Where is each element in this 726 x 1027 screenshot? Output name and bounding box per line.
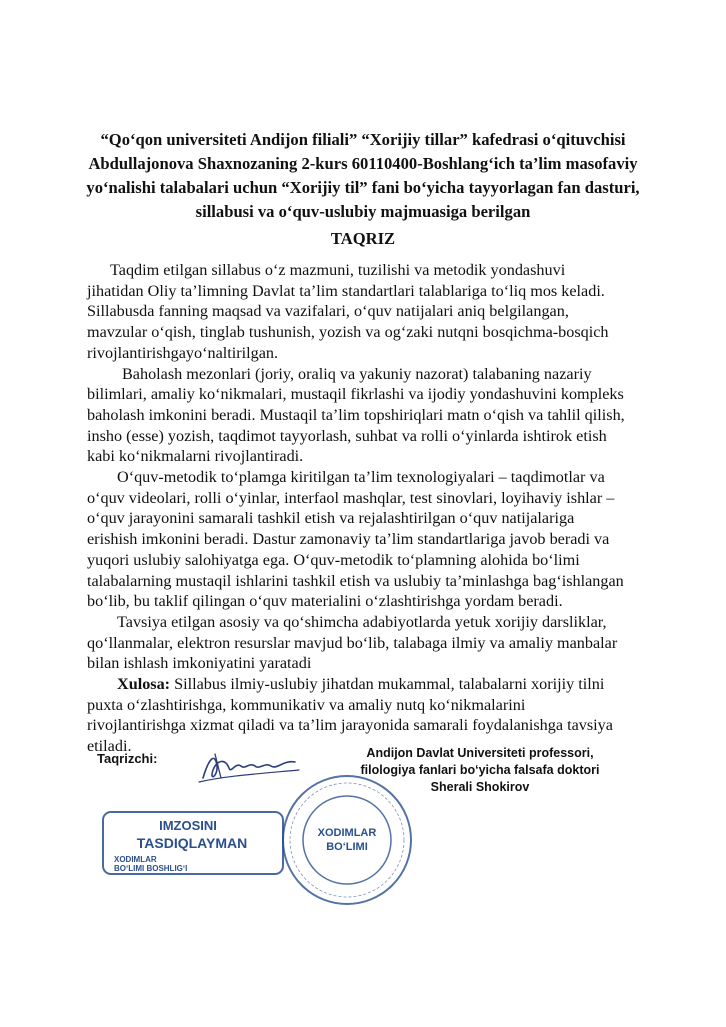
text-line: Tavsiya etilgan asosiy va qo‘shimcha adabiyotlarda yetuk xorijiy darsliklar,	[117, 612, 607, 631]
text-line: mavzular o‘qish, tinglab tushunish, yozish va og‘zaki nutqni bosqichma-bosqich	[87, 323, 609, 342]
round-seal	[272, 770, 417, 910]
title-line: “Qo‘qon universiteti Andijon filiali” “Xorijiy tillar” kafedrasi o‘qituvchisi	[100, 130, 626, 149]
text-line: o‘quv jarayonini samarali tashkil etish va rejalashtirilgan o‘quv natijalariga	[87, 509, 575, 528]
text-line: Taqdim etilgan sillabus o‘z mazmuni, tuzilishi va metodik yondashuvi	[110, 261, 566, 279]
conclusion-first-line	[87, 674, 667, 695]
text-line: bilan ishlash imkoniyatini yaratadi	[87, 654, 312, 673]
text-line: O‘quv-metodik to‘plamga kiritilgan ta’lim texnologiyalari – taqdimotlar va	[117, 468, 605, 487]
text-line: Sillabusda fanning maqsad va vazifalari, o‘quv natijalari aniq belgilangan,	[87, 302, 569, 321]
text-line: bilimlari, amaliy ko‘nikmalari, mustaqil fikrlashi va ijodiy yondashuvini kompleks	[87, 385, 624, 404]
text-line: etiladi.	[87, 737, 132, 756]
text-line: puxta o‘zlashtirishga, kommunikativ va amaliy nutq ko‘nikmalarini	[87, 695, 526, 714]
reviewer-position: Andijon Davlat Universiteti professori,	[366, 746, 594, 760]
document-title	[60, 128, 666, 224]
paragraph-literature	[87, 612, 667, 674]
text-line: rivojlantirishgayo‘naltirilgan.	[87, 343, 279, 362]
conclusion-text: Sillabus ilmiy-uslubiy jihatdan mukammal, talabalarni xorijiy tilni	[170, 675, 605, 694]
text-line: kabi ko‘nikmalarni rivojlantiradi.	[87, 447, 304, 466]
title-line: Abdullajonova Shaxnozaning 2-kurs 60110400-Boshlang‘ich ta’lim masofaviy	[88, 154, 638, 173]
conclusion-label: Xulosa:	[117, 675, 171, 694]
seal-line: XODIMLAR	[317, 827, 377, 839]
stamp-line: IMZOSINI	[159, 818, 217, 833]
text-line: rivojlantirishga xizmat qiladi va ta’lim jarayonida samarali foydalanishga tavsiya	[87, 716, 613, 735]
text-line: qo‘llanmalar, elektron resurslar mavjud bo‘lib, talabaga ilmiy va amaliy manbalar	[87, 633, 618, 652]
title-line: sillabusi va o‘quv-uslubiy majmuasiga berilgan	[195, 202, 531, 221]
stamp-line: XODIMLAR	[114, 855, 157, 864]
stamp-line: BO‘LIMI BOSHLIG‘I	[114, 864, 188, 873]
paragraph-methods	[87, 467, 667, 612]
seal-line: BO‘LIMI	[326, 841, 368, 853]
text-line: bo‘lib, bu taklif qilingan o‘quv materialini o‘zlashtirishga yordam beradi.	[87, 592, 563, 611]
text-line: Baholash mezonlari (joriy, oraliq va yakuniy nazorat) talabaning nazariy	[122, 364, 592, 383]
paragraph-assessment	[87, 364, 667, 468]
reviewer-label: Taqrizchi:	[97, 751, 158, 766]
reviewer-degree: filologiya fanlari bo‘yicha falsafa doktori	[360, 763, 600, 777]
text-line: yuqori uslubiy salohiyatga ega. O‘quv-metodik to‘plamning alohida bo‘limi	[87, 550, 580, 569]
approval-stamp	[100, 808, 290, 878]
text-line: talabalarning mustaqil ishlarini tashkil etish va uslubiy ta’minlashga bag‘ishlangan	[87, 571, 624, 590]
review-body	[87, 260, 667, 757]
stamp-line: TASDIQLAYMAN	[136, 835, 248, 851]
paragraph-intro	[87, 260, 667, 364]
reviewer-name: Sherali Shokirov	[430, 780, 530, 794]
text-line: insho (esse) yozish, taqdimot tayyorlash, suhbat va rolli o‘yinlarda ishtirok etish	[87, 426, 607, 445]
review-heading: TAQRIZ	[330, 229, 396, 248]
text-line: jihatidan Oliy ta’limning Davlat ta’lim standartlari talablariga to‘liq mos keladi.	[87, 281, 605, 300]
title-line: yo‘nalishi talabalari uchun “Xorijiy til” fani bo‘yicha tayyorlagan fan dasturi,	[86, 178, 640, 197]
text-line: o‘quv videolari, rolli o‘yinlar, interfaol mashqlar, test sinovlari, loyihaviy ishlar –	[87, 488, 615, 507]
text-line: erishish imkonini beradi. Dastur zamonaviy ta’lim standartlariga javob beradi va	[87, 530, 610, 549]
text-line: baholash imkonini beradi. Mustaqil ta’lim topshiriqlari matn o‘qish va tahlil qilish,	[87, 405, 625, 424]
